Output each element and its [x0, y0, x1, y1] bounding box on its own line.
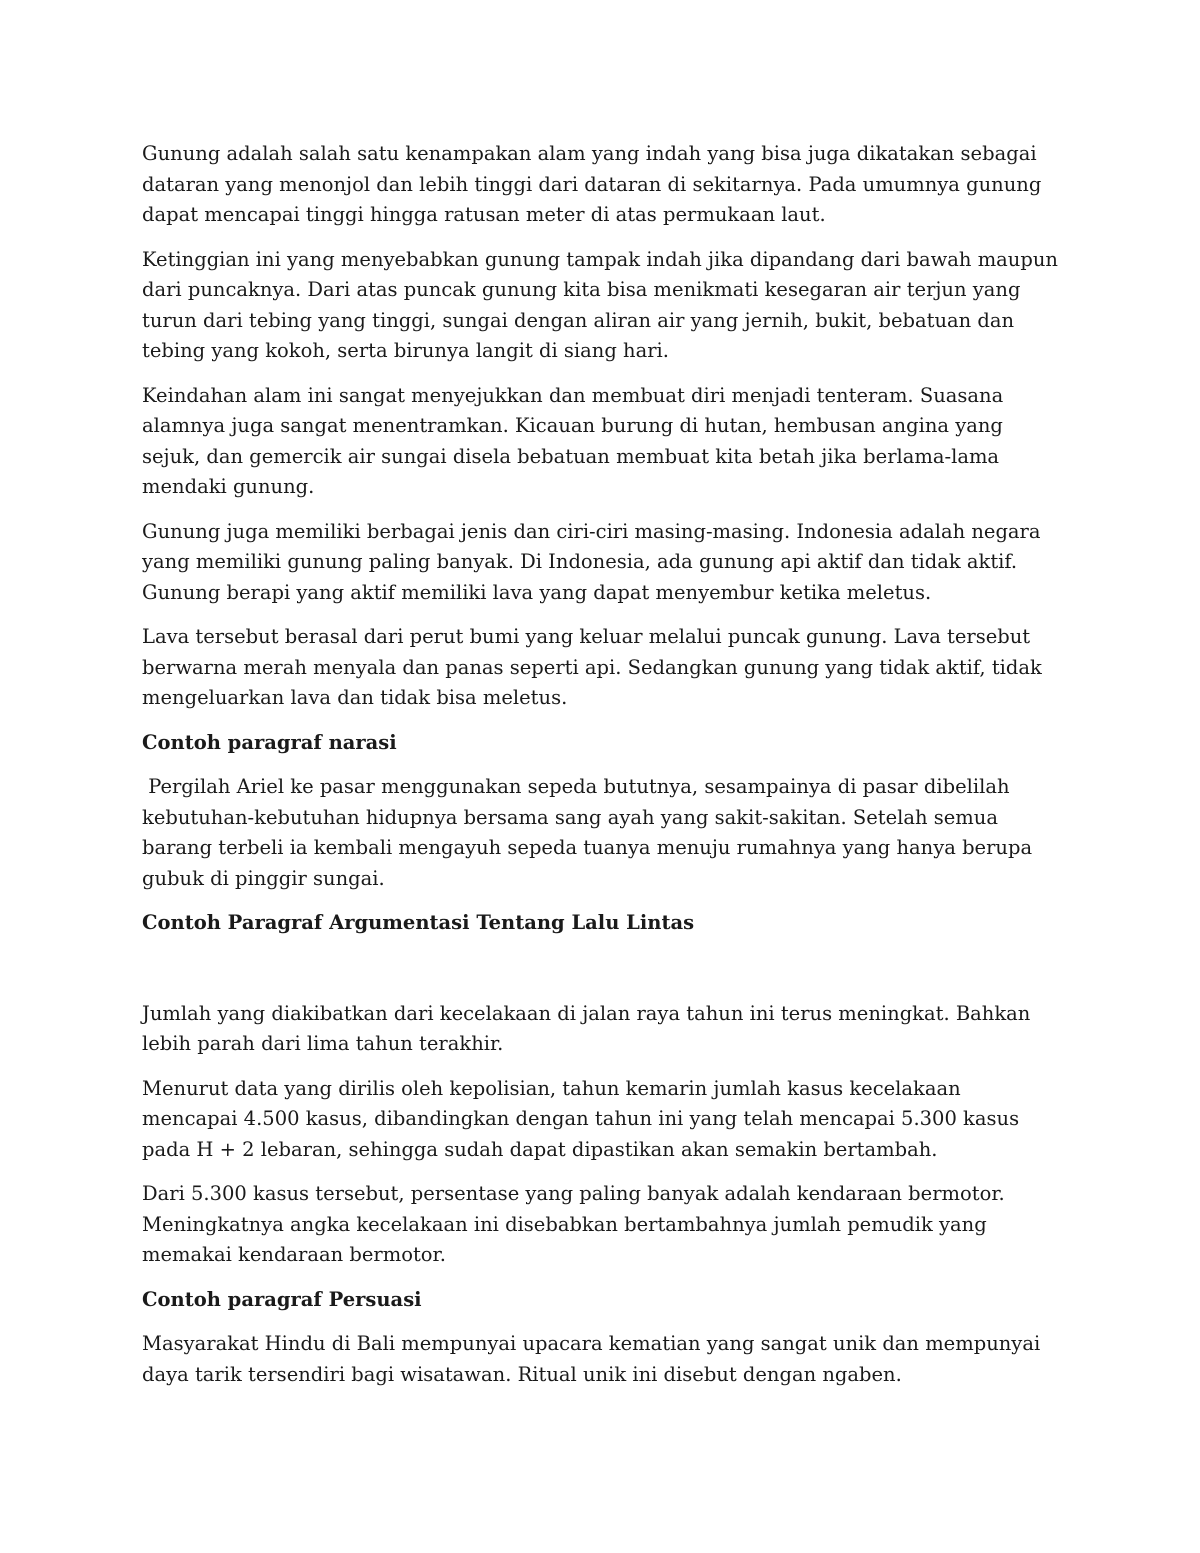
heading-persuasi: Contoh paragraf Persuasi	[142, 1287, 422, 1311]
paragraph-ngaben: Masyarakat Hindu di Bali mempunyai upacara kematian yang sangat unik dan mempunyai daya tarik tersendiri bagi wisatawan. Ritual unik ini disebut dengan ngaben.	[142, 1332, 1041, 1386]
paragraph-narasi: Pergilah Ariel ke pasar menggunakan sepeda bututnya, sesampainya di pasar dibelilah kebutuhan-kebutuhan hidupnya bersama sang ayah yang sakit-sakitan. Setelah semua barang terbeli ia kembali mengayuh sepeda tuanya menuju rumahnya yang hanya berupa gubuk di pinggir sungai.	[142, 775, 1039, 890]
document-body	[142, 139, 1062, 1404]
blank-gap	[142, 953, 1062, 999]
paragraph-lava: Lava tersebut berasal dari perut bumi yang keluar melalui puncak gunung. Lava tersebut berwarna merah menyala dan panas seperti api. Sedangkan gunung yang tidak aktif, tidak mengeluarkan lava dan tidak bisa meletus.	[142, 625, 1042, 709]
paragraph-keindahan: Keindahan alam ini sangat menyejukkan dan membuat diri menjadi tenteram. Suasana alamnya juga sangat menentramkan. Kicauan burung di hutan, hembusan angina yang sejuk, dan gemercik air sungai disela bebatuan membuat kita betah jika berlama-lama mendaki gunung.	[142, 383, 1004, 498]
paragraph-gunung-intro: Gunung adalah salah satu kenampakan alam yang indah yang bisa juga dikatakan sebagai dataran yang menonjol dan lebih tinggi dari dataran di sekitarnya. Pada umumnya gunung dapat mencapai tinggi hingga ratusan meter di atas permukaan laut.	[142, 142, 1042, 226]
heading-narasi: Contoh paragraf narasi	[142, 730, 397, 754]
heading-argumentasi: Contoh Paragraf Argumentasi Tentang Lalu Lintas	[142, 911, 695, 934]
paragraph-data-kepolisian: Menurut data yang dirilis oleh kepolisian, tahun kemarin jumlah kasus kecelakaan mencapai 4.500 kasus, dibandingkan dengan tahun ini yang telah mencapai 5.300 kasus pada H + 2 lebaran, sehingga sudah dapat dipastikan akan semakin bertambah.	[142, 1076, 1020, 1161]
paragraph-jumlah-kecelakaan: Jumlah yang diakibatkan dari kecelakaan di jalan raya tahun ini terus meningkat. Bahkan lebih parah dari lima tahun terakhir.	[142, 1001, 1031, 1055]
paragraph-jenis-gunung: Gunung juga memiliki berbagai jenis dan ciri-ciri masing-masing. Indonesia adalah negara yang memiliki gunung paling banyak. Di Indonesia, ada gunung api aktif dan tidak aktif. Gunung berapi yang aktif memiliki lava yang dapat menyembur ketika meletus.	[142, 519, 1041, 604]
paragraph-ketinggian: Ketinggian ini yang menyebabkan gunung tampak indah jika dipandang dari bawah maupun dari puncaknya. Dari atas puncak gunung kita bisa menikmati kesegaran air terjun yang turun dari tebing yang tinggi, sungai dengan aliran air yang jernih, bukit, bebatuan dan tebing yang kokoh, serta birunya langit di siang hari.	[142, 247, 1058, 362]
paragraph-persentase: Dari 5.300 kasus tersebut, persentase yang paling banyak adalah kendaraan bermotor. Meningkatnya angka kecelakaan ini disebabkan bertambahnya jumlah pemudik yang memakai kendaraan bermotor.	[142, 1182, 1005, 1266]
